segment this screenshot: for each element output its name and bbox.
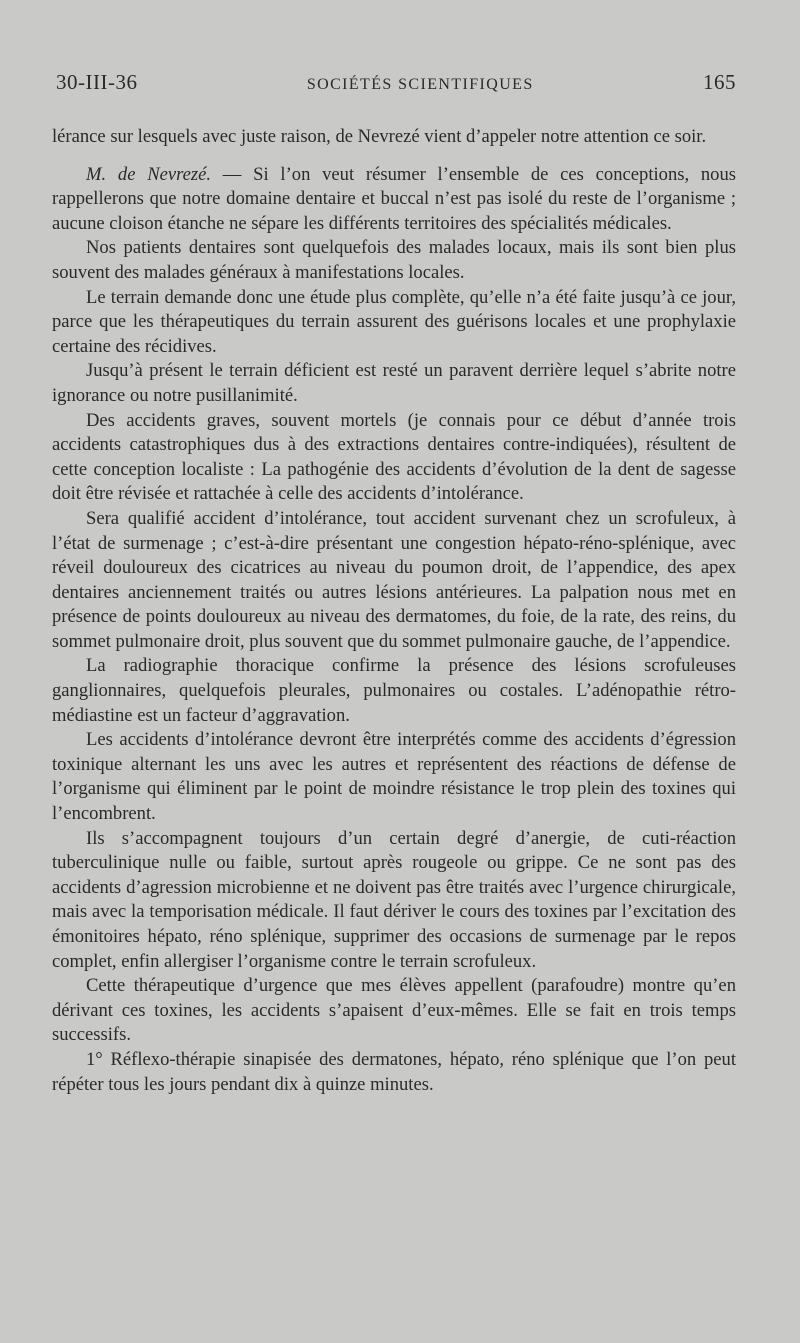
header-section-title: SOCIÉTÉS SCIENTIFIQUES <box>306 76 534 93</box>
speaker-name: M. de Nevrezé. <box>86 163 212 185</box>
paragraph-9: Les accidents d’intolérance devront être interprétés comme des accidents d’égression toxinique alternant les uns avec les autres et représentent des réactions de défense de l’organisme qui éliminent par le point de moindre résistance le trop plein des toxines qui l’encombrent. <box>52 729 736 825</box>
paragraph-3: Nos patients dentaires sont quelquefois des malades locaux, mais ils sont bien plus souvent des malades généraux à manifestations locales. <box>52 237 736 283</box>
paragraph-5: Jusqu’à présent le terrain déficient est resté un paravent derrière lequel s’abrite notre ignorance ou notre pusillanimité. <box>52 360 736 406</box>
running-header <box>52 70 736 95</box>
paragraph-1: lérance sur lesquels avec juste raison, de Nevrezé vient d’appeler notre attention ce soir. <box>52 126 707 147</box>
paragraph-11: Cette thérapeutique d’urgence que mes élèves appellent (parafoudre) montre qu’en dérivant ces toxines, les accidents s’apaisent d’eux-mêmes. Elle se fait en trois temps successifs. <box>52 975 736 1046</box>
body-text <box>52 125 736 1097</box>
paragraph-4: Le terrain demande donc une étude plus complète, qu’elle n’a été faite jusqu’à ce jour, parce que les thérapeutiques du terrain assurent des guérisons locales et une prophylaxie certaine des récidives. <box>52 286 736 357</box>
paragraph-12: 1° Réflexo-thérapie sinapisée des dermatones, hépato, réno splénique que l’on peut répéter tous les jours pendant dix à quinze minutes. <box>52 1048 736 1095</box>
paragraph-6: Des accidents graves, souvent mortels (je connais pour ce début d’année trois accidents catastrophiques dus à des extractions dentaires contre-indiquées), résultent de cette conception localiste : La pathogénie des accidents d’évolution de la dent de sagesse doit être révisée et rattachée à celle des accidents d’intolérance. <box>52 409 736 505</box>
paragraph-8: La radiographie thoracique confirme la présence des lésions scrofuleuses ganglionnaires, quelquefois pleurales, pulmonaires ou costales. L’adénopathie rétro-médiastine est un facteur d’aggravation. <box>52 655 736 726</box>
paragraph-10: Ils s’accompagnent toujours d’un certain degré d’anergie, de cuti-réaction tuberculinique nulle ou faible, surtout après rougeole ou grippe. Ce ne sont pas des accidents d’agression microbienne et ne doivent pas être traités avec l’urgence chirurgicale, mais avec la temporisation médicale. Il faut dériver le cours des toxines par l’excitation des émonitoires hépato, réno splénique, supprimer des occasions de surmenage par le repos complet, enfin allergiser l’organisme contre le terrain scrofuleux. <box>52 827 736 972</box>
page-number: 165 <box>703 70 736 94</box>
paragraph-2-text: Si l’on veut résumer l’ensemble de ces conceptions, nous rappellerons que notre domaine dentaire et buccal n’est pas isolé du reste de l’organisme ; aucune cloison étanche ne sépare les différents territoires des spécialités médicales. <box>52 163 737 234</box>
em-dash: — <box>211 163 254 185</box>
paragraph-7: Sera qualifié accident d’intolérance, tout accident survenant chez un scrofuleux, à l’état de surmenage ; c’est-à-dire présentant une congestion hépato-réno-splénique, avec réveil douloureux des cicatrices au niveau du poumon droit, de l’appendice, des apex dentaires anciennement traités ou autres lésions antérieures. La palpation nous met en présence de points douloureux au niveau des dermatomes, du foie, de la rate, des reins, du sommet pulmonaire droit, plus souvent que du sommet pulmonaire gauche, de l’appendice. <box>52 507 736 652</box>
header-date: 30-III-36 <box>56 70 138 94</box>
paragraph-2 <box>52 163 736 237</box>
